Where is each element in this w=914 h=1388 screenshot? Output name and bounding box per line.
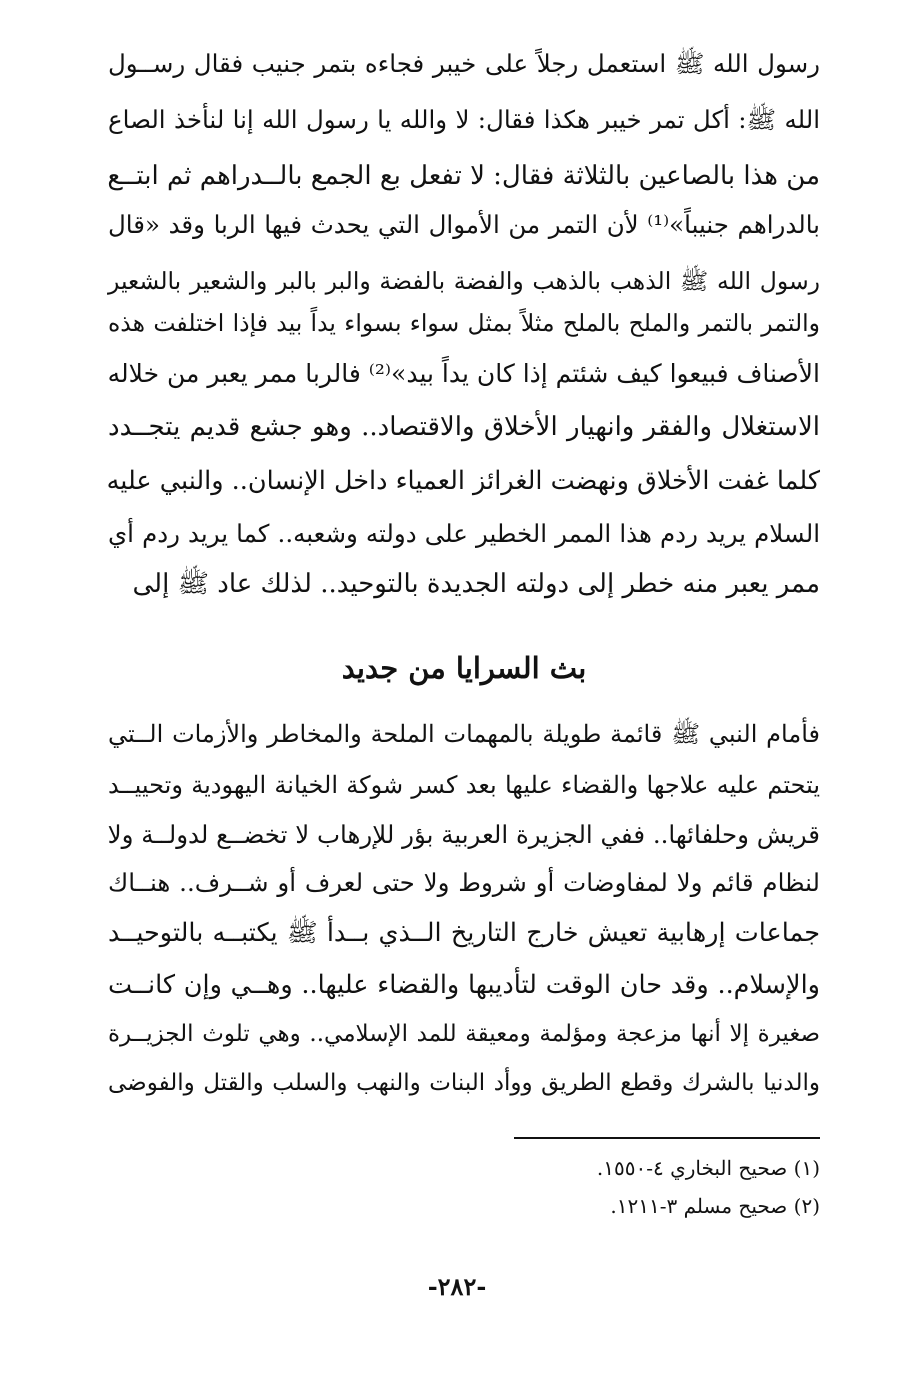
text-line: كلما غفت الأخلاق ونهضت الغرائز العمياء داخل الإنسان.. والنبي عليه	[106, 466, 820, 496]
text-line: لنظام قائم ولا لمفاوضات أو شروط ولا حتى لعرف أو شــرف.. هنــاك	[108, 868, 820, 897]
text-line: والإسلام.. وقد حان الوقت لتأديبها والقضاء عليها.. وهــي وإن كانــت	[108, 970, 820, 1000]
text-line: ممر يعبر منه خطر إلى دولته الجديدة بالتوحيد.. لذلك عاد ﷺ إلى	[132, 569, 820, 599]
text-line: الأصناف فبيعوا كيف شئتم إذا كان يداً بيد»⁽²⁾ فالربا ممر يعبر من خلاله	[107, 359, 820, 388]
text-line: والتمر بالتمر والملح بالملح مثلاً بمثل سواء بسواء يداً بيد فإذا اختلفت هذه	[108, 309, 820, 337]
section-heading: بث السرايا من جديد	[341, 651, 587, 685]
text-line: الله ﷺ: أكل تمر خيبر هكذا فقال: لا والله يا رسول الله إنا لنأخذ الصاع	[108, 105, 820, 134]
text-line: فأمام النبي ﷺ قائمة طويلة بالمهمات الملحة والمخاطر والأزمات الــتي	[108, 720, 820, 748]
footnote: (١) صحيح البخاري ٤-١٥٥٠.	[596, 1156, 820, 1180]
text-line: من هذا بالصاعين بالثلاثة فقال: لا تفعل بع الجمع بالــدراهم ثم ابتــع	[107, 161, 820, 191]
text-line: الاستغلال والفقر وانهيار الأخلاق والاقتصاد.. وهو جشع قديم يتجــدد	[108, 412, 820, 442]
text-line: والدنيا بالشرك وقطع الطريق ووأد البنات والنهب والسلب والقتل والفوضى	[108, 1070, 820, 1096]
text-line: بالدراهم جنيباً»⁽¹⁾ لأن التمر من الأموال التي يحدث فيها الربا وقد «قال	[108, 210, 820, 239]
footnote-divider	[514, 1137, 820, 1139]
text-line: جماعات إرهابية تعيش خارج التاريخ الــذي بــدأ ﷺ يكتبــه بالتوحيــد	[108, 918, 820, 948]
text-line: رسول الله ﷺ الذهب بالذهب والفضة بالفضة والبر بالبر والشعير بالشعير	[108, 267, 820, 295]
text-line: السلام يريد ردم هذا الممر الخطير على دولته وشعبه.. كما يريد ردم أي	[108, 519, 820, 548]
page-number: -٢٨٢-	[427, 1272, 487, 1301]
text-line: يتحتم عليه علاجها والقضاء عليها بعد كسر شوكة الخيانة اليهودية وتحييــد	[108, 771, 820, 799]
text-line: قريش وحلفائها.. ففي الجزيرة العربية بؤر للإرهاب لا تخضــع لدولــة ولا	[107, 820, 820, 849]
footnote: (٢) صحيح مسلم ٣-١٢١١.	[610, 1194, 820, 1218]
text-line: رسول الله ﷺ استعمل رجلاً على خيبر فجاءه بتمر جنيب فقال رســول	[108, 49, 820, 78]
text-line: صغيرة إلا أنها مزعجة ومؤلمة ومعيقة للمد الإسلامي.. وهي تلوث الجزيــرة	[108, 1021, 820, 1047]
